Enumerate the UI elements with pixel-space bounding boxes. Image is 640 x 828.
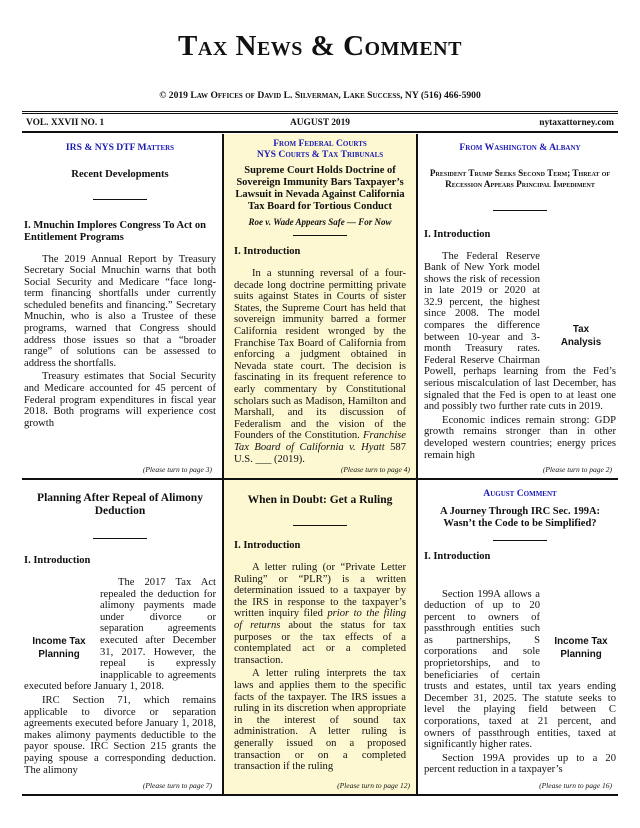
divider — [493, 540, 547, 541]
article-paragraph: Section 199A allows a deduction of up to 20 percent to owners of passthrough entities such as partnerships, S corporations and sole proprietorships, and to beneficiaries of certain trusts and estates, until tax years ending December 31, 2025. The statute seeks to level the playing field between C corporations, taxed at 21 percent, and owners of passthrough entities, taxed at significantly higher rates. — [424, 588, 616, 751]
article-paragraph: The 2017 Tax Act repealed the deduction for alimony payments made under divorce or separation agreements executed after December 31, 2017. However, the repeal is expressly inapplicable to agreements executed before January 1, 2018. — [24, 577, 216, 693]
article-headline: Supreme Court Holds Doctrine of Sovereign Immunity Bars Taxpayer’s Lawsuit in Nevada Against California Tax Board for Tortious Conduct — [235, 165, 405, 212]
continued-link[interactable]: (Please turn to page 4) — [340, 465, 410, 474]
bottom-rule — [22, 794, 618, 796]
pull-quote-line: Tax — [572, 323, 590, 335]
pull-quote-income-tax — [546, 635, 616, 669]
article-alimony — [22, 480, 218, 794]
continued-link[interactable]: (Please turn to page 2) — [542, 465, 612, 474]
copyright-line: © 2019 Law Offices of David L. Silverman, Lake Success, NY (516) 466-5900 — [159, 90, 481, 101]
continued-link[interactable]: (Please turn to page 16) — [539, 781, 612, 790]
article-ruling — [222, 480, 418, 794]
continued-link[interactable]: (Please turn to page 7) — [142, 781, 212, 790]
divider — [93, 199, 147, 200]
paragraph-text: A letter ruling (or “Private Letter Ruling” or “PLR”) is a written determination issued to a taxpayer by the IRS in response to the taxpayer’s written inquiry filed — [234, 562, 406, 620]
issue-date: AUGUST 2019 — [290, 118, 350, 128]
article-paragraph — [234, 562, 406, 666]
divider — [293, 525, 347, 526]
article-paragraph: Treasury estimates that Social Security and Medicare accounted for 45 percent of Federal program expenditures in fiscal year 2018. Both programs will experience cost growth — [24, 371, 216, 429]
divider — [93, 538, 147, 539]
article-kicker-secondary: NYS Courts & Tax Tribunals — [256, 148, 384, 160]
case-citation: 587 U.S. ___ (2019). — [234, 441, 406, 465]
issue-bar — [22, 111, 618, 133]
divider — [293, 235, 347, 236]
pull-quote-tax-analysis — [546, 323, 616, 357]
article-paragraph: The 2019 Annual Report by Treasury Secretary Social Mnuchin warns that both Social Security and Medicare “face long-term financing shortfalls under currently scheduled benefits and financing.” Secretary Mnuchin, who is also a Trustee of these programs, warned that Congress should address those issues so that a “broader range” of solutions can be assessed to address the shortfalls. — [24, 253, 216, 369]
section-heading: I. Introduction — [24, 555, 91, 566]
article-headline: Recent Developments — [71, 168, 169, 180]
paragraph-text: about the status for tax purposes or the tax effects of a contemplated act or a completed transaction. — [234, 619, 406, 666]
article-paragraph: The Federal Reserve Bank of New York model shows the risk of recession in late 2019 or 2020 at 32.9 percent, the highest since 2008. The model compares the difference between 10-year and 3-month Treasury rates. Federal Reserve Chairman Powell, perhaps learning from the Fed’s serious miscalculation of last December, has signaled that the Fed is open to at least one and possibly two further rate cuts in 2019. — [424, 250, 616, 413]
article-paragraph: A letter ruling interprets the tax laws and applies them to the specific facts of the taxpayer. The IRS issues a ruling in its discretion when appropriate in the interest of sound tax administration. A letter ruling is generally issued on a proposed transaction or on a completed transaction if the ruling — [234, 668, 406, 773]
article-paragraph: Economic indices remain strong: GDP growth remains stronger than in other developed western countries; energy prices remain high — [424, 414, 616, 461]
website-link[interactable]: nytaxattorney.com — [539, 118, 614, 128]
volume-number: VOL. XXVII NO. 1 — [26, 118, 105, 128]
pull-quote-line: Analysis — [560, 336, 602, 348]
pull-quote-line: Income Tax — [554, 635, 608, 647]
section-heading: I. Introduction — [234, 540, 301, 551]
pull-quote-line: Income Tax — [32, 636, 86, 647]
section-heading: I. Introduction — [424, 228, 491, 240]
article-irs-nys — [22, 134, 218, 478]
divider — [493, 210, 547, 211]
continued-link[interactable]: (Please turn to page 12) — [337, 781, 410, 790]
article-headline: President Trump Seeks Second Term; Threat of Recession Appears Principal Impediment — [429, 167, 611, 189]
article-paragraph: Section 199A provides up to a 20 percent reduction in a taxpayer’s — [424, 752, 616, 776]
article-kicker: IRS & NYS DTF Matters — [65, 142, 175, 153]
case-name: Franchise Tax Board of California v. Hyatt — [234, 430, 406, 453]
paragraph-emphasis: prior to the filing of returns — [234, 608, 406, 631]
continued-link[interactable]: (Please turn to page 3) — [142, 465, 212, 474]
masthead-title: Tax News & Comment — [178, 30, 462, 62]
article-august-comment — [422, 480, 618, 794]
pull-quote-income-tax — [24, 635, 94, 669]
article-kicker: From Federal Courts — [273, 138, 367, 149]
article-headline: Planning After Repeal of Alimony Deduction — [37, 492, 203, 517]
article-headline: A Journey Through IRC Sec. 199A: Wasn’t the Code to be Simplified? — [439, 505, 601, 529]
article-washington — [422, 134, 618, 478]
section-heading: I. Introduction — [234, 246, 301, 257]
article-federal-courts — [222, 134, 418, 478]
article-paragraph — [234, 268, 406, 465]
section-heading: I. Mnuchin Implores Congress To Act on Entitlement Programs — [24, 219, 206, 243]
pull-quote-line: Planning — [38, 649, 80, 660]
article-kicker: From Washington & Albany — [459, 142, 581, 153]
article-paragraph: IRC Section 71, which remains applicable to divorce or separation agreements executed before January 1, 2018, makes alimony payments deductible to the payor spouse. IRC Section 215 grants the paying spouse a corresponding deduction. The alimony — [24, 694, 216, 776]
article-subhead: Roe v. Wade Appears Safe — For Now — [248, 217, 392, 227]
section-heading: I. Introduction — [424, 550, 491, 562]
pull-quote-line: Planning — [560, 648, 602, 660]
article-headline: When in Doubt: Get a Ruling — [247, 494, 393, 506]
article-kicker: August Comment — [483, 488, 557, 499]
paragraph-text: In a stunning reversal of a four-decade long doctrine permitting private suits against States in Courts of sister States, the Supreme Court has held that sovereign immunity barred a former California resident wronged by the Franchise Tax Board of California from enforcing a judgment obtained in Nevada state court. The decision is fascinating in its frequent reference to early commentary by Constitutional scholars such as Madison, Hamilton and Marshall, and its discussion of Federalism and the vision of the Founders of the Constitution. — [234, 268, 406, 442]
